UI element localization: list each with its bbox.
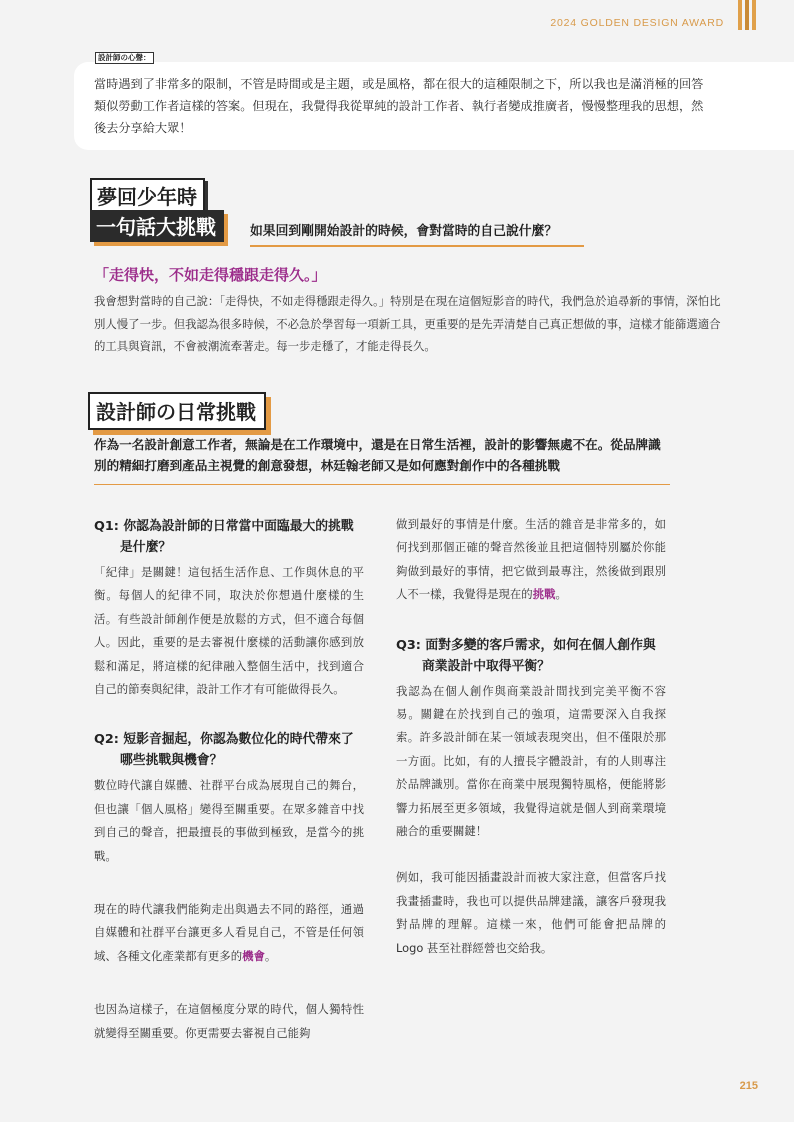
- q3-paragraph-2: 例如，我可能因插畫設計而被大家注意，但當客戶找我畫插畫時，我也可以提供品牌建議，讓客戶發現我對品牌的理解。這樣一來，他們可能會把品牌的 Logo 甚至社群經營也交給我。: [396, 870, 666, 955]
- q2-title: Q2: 短影音掘起，你認為數位化的時代帶來了哪些挑戰與機會？: [94, 732, 354, 769]
- q2-paragraph-3: 也因為這樣子，在這個極度分眾的時代，個人獨特性就變得至關重要。你更需要去審視自己能夠: [94, 1002, 364, 1040]
- q2-paragraph-2-end: 。: [264, 948, 277, 963]
- q2-paragraph-1: 數位時代讓自媒體、社群平台成為展現自己的舞台，但也讓「個人風格」變得至關重要。在眾多雜音中找到自己的聲音，把最擅長的事做到極致，是當今的挑戰。: [94, 778, 364, 863]
- q2-highlight-challenge: 挑戰: [532, 587, 556, 602]
- left-column: [94, 516, 364, 1045]
- q2-paragraph-3-cont-text: 做到最好的事情是什麼。生活的雜音是非常多的，如何找到那個正確的聲音然後並且把這個特別屬於你能夠做到最好的事情，把它做到最專注，然後做到跟別人不一樣，我覺得是現在的: [396, 517, 666, 602]
- q2-paragraph-2: [94, 898, 364, 968]
- q1-answer: 「紀律」是關鍵！這包括生活作息、工作與休息的平衡。每個人的紀律不同，取決於你想過什麼樣的生活。有些設計師創作便是放鬆的方式，但不適合每個人。因此，重要的是去審視什麼樣的活動讓你感到放鬆和滿足，將這樣的紀律融入整個生活中，找到適合自己的節奏與紀律，設計工作才有可能做得長久。: [94, 565, 364, 697]
- q2-paragraph-3-continued: [396, 513, 666, 607]
- section2-intro: 作為一名設計創意工作者，無論是在工作環境中，還是在日常生活裡，設計的影響無處不在。從品牌識別的精細打磨到產品主視覺的創意發想，林廷翰老師又是如何應對創作中的各種挑戰: [94, 434, 670, 485]
- q2-paragraph-3-cont-end: 。: [555, 587, 567, 602]
- award-bars-decoration: [738, 0, 756, 30]
- section2-title: 設計師の日常挑戰: [88, 392, 266, 430]
- quote-text: 當時遇到了非常多的限制，不管是時間或是主題，或是風格，都在很大的這種限制之下，所以我也是滿消極的回答類似勞動工作者這樣的答案。但現在，我覺得我從單純的設計工作者、執行者變成推廣者，慢慢整理我的思想，然後去分享給大眾！: [94, 77, 704, 135]
- award-header: 2024 GOLDEN DESIGN AWARD: [550, 17, 724, 29]
- page-number: 215: [739, 1080, 758, 1092]
- section1-title-line1: 夢回少年時: [90, 178, 205, 214]
- q3-title: Q3: 面對多變的客戶需求，如何在個人創作與商業設計中取得平衡？: [396, 637, 656, 674]
- right-column: [396, 513, 666, 960]
- section1-title-line2: 一句話大挑戰: [90, 210, 224, 242]
- q2-paragraph-2-text: 現在的時代讓我們能夠走出與過去不同的路徑，通過自媒體和社群平台讓更多人看見自己，不管是任何領域、各種文化產業都有更多的: [94, 902, 364, 963]
- section1-highlight-quote: 「走得快，不如走得穩跟走得久。」: [94, 266, 327, 284]
- section1-body: 我會想對當時的自己說：「走得快，不如走得穩跟走得久。」特別是在現在這個短影音的時代，我們急於追尋新的事情，深怕比別人慢了一步。但我認為很多時候，不必急於學習每一項新工具，更重要的是先弄清楚自己真正想做的事，這樣才能篩選適合的工具與資訊，不會被潮流牽著走。每一步走穩了，才能走得長久。: [94, 294, 721, 353]
- q1-title: Q1: 你認為設計師的日常當中面臨最大的挑戰是什麼？: [94, 519, 354, 555]
- q2-highlight-opportunity: 機會: [242, 948, 265, 963]
- section1-question: 如果回到剛開始設計的時候，會對當時的自己說什麼？: [250, 220, 584, 247]
- quote-tag: 設計師の心聲：: [95, 52, 154, 64]
- q3-paragraph-1: 我認為在個人創作與商業設計間找到完美平衡不容易。關鍵在於找到自己的強項，這需要深入自我探索。許多設計師在某一領域表現突出，但不僅限於那一方面。比如，有的人擅長字體設計，有的人則專注於品牌識別。當你在商業中展現獨特風格，便能將影響力拓展至更多領域，我覺得這就是個人到商業環境融合的重要關鍵！: [396, 683, 666, 839]
